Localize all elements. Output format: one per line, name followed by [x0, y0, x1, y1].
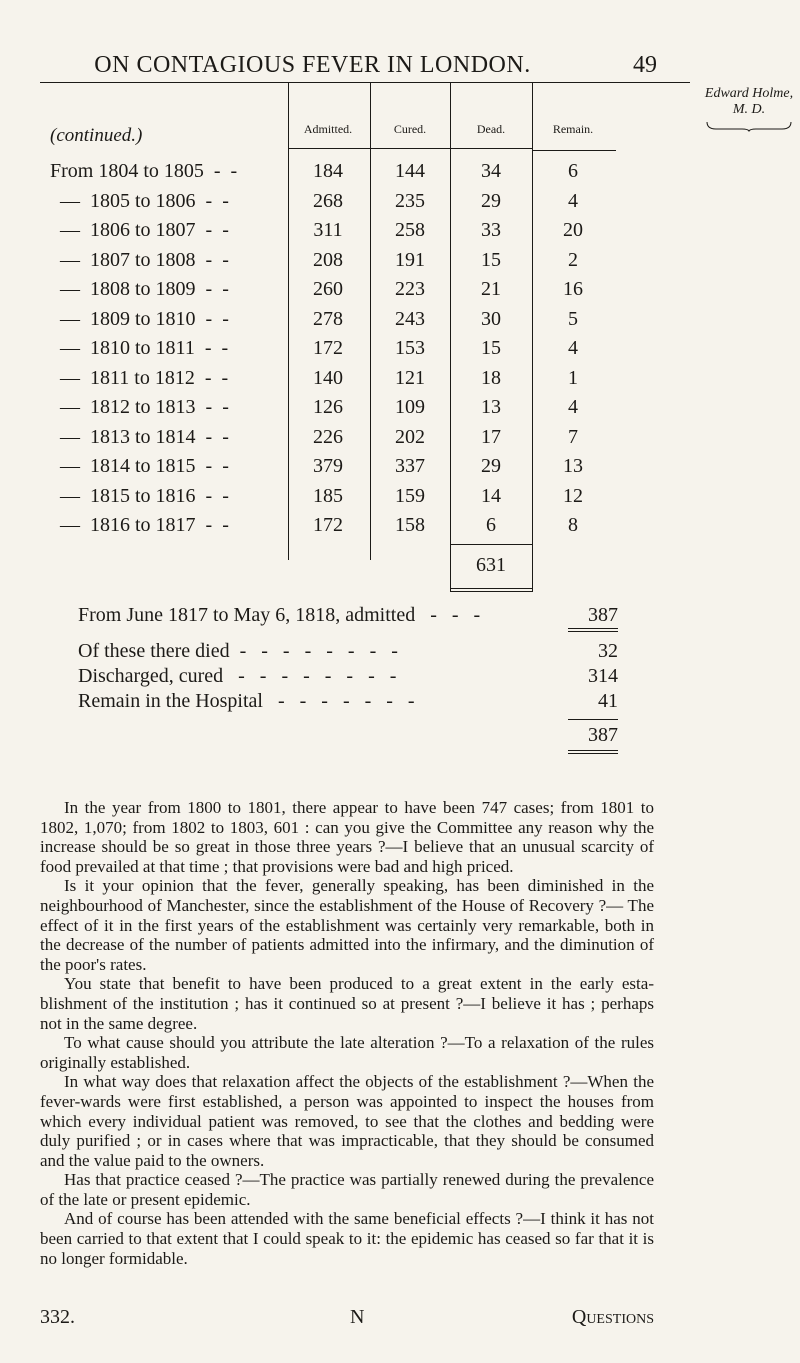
paragraph: You state that benefit to have been produced to a great extent in the early establishment of the institution ; has it continued so at present ?—I believe it has ; perhaps not in the same degree. [40, 974, 654, 1033]
row-period: — 1808 to 1809 - - [50, 278, 229, 300]
summary-admitted-rule-2 [568, 631, 618, 632]
cell-admitted: 311 [313, 219, 343, 241]
cell-dead: 29 [481, 455, 501, 477]
cell-remain: 5 [568, 307, 578, 330]
summary-total-rule-2 [568, 753, 618, 754]
cell-cured: 159 [395, 484, 425, 507]
cell-cured: 121 [395, 366, 425, 389]
table-row [40, 455, 690, 485]
cell-dead: 30 [481, 307, 501, 330]
row-period: — 1807 to 1808 - - [50, 248, 229, 271]
gathering-mark: N [350, 1306, 365, 1328]
cell-admitted: 379 [313, 455, 343, 477]
cell-remain: 12 [563, 484, 583, 507]
cell-cured: 223 [395, 278, 425, 300]
cell-dead: 33 [481, 219, 501, 241]
summary-cured-label: Discharged, cured - - - - - - - - [78, 665, 397, 687]
testimony-text [40, 798, 654, 1268]
cell-admitted: 260 [313, 278, 343, 300]
header-bottom-rule-right [532, 150, 616, 151]
row-period: — 1811 to 1812 - - [50, 366, 229, 389]
cell-remain: 4 [568, 337, 578, 359]
dead-sum-rule [450, 544, 532, 545]
table-row [40, 396, 690, 426]
page-title: ON CONTAGIOUS FEVER IN LONDON. [94, 52, 531, 78]
cell-remain: 16 [563, 278, 583, 300]
cell-cured: 109 [395, 396, 425, 418]
table-row [40, 337, 690, 367]
table-row [40, 308, 690, 338]
cell-remain: 4 [568, 189, 578, 212]
paragraph: In the year from 1800 to 1801, there appear to have been 747 cases; from 1801 to 1802, 1,070; from 1802 to 1803, 601 : can you give the Committee any reason why the increase should be so great in those three years ?—I believe that an unusual scarcity of food prevailed at that time ; that provisions were bad and high priced. [40, 798, 654, 876]
summary-total-rule [568, 750, 618, 751]
row-period: — 1805 to 1806 - - [50, 189, 229, 212]
row-period: — 1816 to 1817 - - [50, 514, 229, 536]
cell-admitted: 184 [313, 160, 343, 182]
cell-remain: 7 [568, 425, 578, 448]
cell-cured: 235 [395, 189, 425, 212]
col-header-remain: Remain. [552, 122, 594, 136]
summary-admitted-label: From June 1817 to May 6, 1818, admitted - - - [78, 604, 481, 626]
summary-admitted-value: 387 [588, 604, 618, 626]
col-header-cured: Cured. [393, 122, 427, 136]
table-row [40, 249, 690, 279]
summary-cured-value: 314 [588, 665, 618, 687]
table-row [40, 278, 690, 308]
dead-total: 631 [476, 554, 506, 576]
cell-admitted: 172 [313, 514, 343, 536]
table-row [40, 426, 690, 456]
page-number: 49 [633, 52, 657, 78]
cell-dead: 34 [481, 160, 501, 182]
summary-remain-value: 41 [598, 690, 618, 712]
cell-remain: 6 [568, 160, 578, 182]
cell-dead: 18 [481, 366, 501, 389]
row-period: — 1813 to 1814 - - [50, 425, 229, 448]
row-period: — 1815 to 1816 - - [50, 484, 229, 507]
cell-dead: 17 [481, 425, 501, 448]
paragraph: To what cause should you attribute the late alteration ?—To a relaxation of the rules originally established. [40, 1033, 654, 1072]
summary-remain-label: Remain in the Hospital - - - - - - - [78, 690, 415, 712]
cell-remain: 13 [563, 455, 583, 477]
cell-dead: 13 [481, 396, 501, 418]
summary-died-value: 32 [598, 640, 618, 662]
cell-dead: 15 [481, 337, 501, 359]
cell-admitted: 185 [313, 484, 343, 507]
continued-label: (continued.) [50, 125, 143, 146]
cell-admitted: 140 [313, 366, 343, 389]
cell-remain: 20 [563, 219, 583, 241]
header-bottom-rule [288, 148, 532, 149]
table-top-rule [40, 82, 690, 83]
signature-mark: 332. [40, 1306, 75, 1328]
table-row [40, 219, 690, 249]
cell-cured: 158 [395, 514, 425, 536]
summary-admitted-rule [568, 628, 618, 629]
cell-cured: 202 [395, 425, 425, 448]
cell-admitted: 126 [313, 396, 343, 418]
table-row [40, 190, 690, 220]
paragraph: Is it your opinion that the fever, generally speaking, has been diminished in the neighbourhood of Manchester, since the establishment of the House of Recovery ?— The effect of it in the first years of the establishment was certainly very remarkable, both in the decrease of the number of patients admitted into the infirmary, and the diminution of the poor's rates. [40, 876, 654, 974]
margin-note [700, 86, 798, 118]
paragraph: Has that practice ceased ?—The practice was partially renewed during the prevalence of the late or present epidemic. [40, 1170, 654, 1209]
dead-total-underline-2 [450, 591, 532, 592]
cell-remain: 2 [568, 248, 578, 271]
table-row [40, 485, 690, 515]
summary-sum-rule [568, 719, 618, 720]
row-period: — 1814 to 1815 - - [50, 455, 229, 477]
fever-table [40, 82, 690, 592]
table-row [40, 160, 690, 190]
cell-admitted: 172 [313, 337, 343, 359]
cell-cured: 258 [395, 219, 425, 241]
cell-admitted: 208 [313, 248, 343, 271]
cell-dead: 29 [481, 189, 501, 212]
row-period: — 1810 to 1811 - - [50, 337, 229, 359]
paragraph: And of course has been attended with the same beneficial effects ?—I think it has not been carried to that extent that I could speak to it: the epidemic has ceased so far that it is no longer formidable. [40, 1209, 654, 1268]
summary-total-value: 387 [588, 724, 618, 746]
cell-remain: 8 [568, 514, 578, 536]
paragraph: In what way does that relaxation affect the objects of the establishment ?—When the fever-wards were first established, a person was appointed to inspect the houses from which every individual patient was removed, to see that the clothes and bedding were duly purified ; or in cases where that was impracticable, that they should be consumed and the value paid to the owners. [40, 1072, 654, 1170]
cell-cured: 144 [395, 160, 425, 182]
row-period: — 1812 to 1813 - - [50, 396, 229, 418]
cell-admitted: 268 [313, 189, 343, 212]
cell-cured: 153 [395, 337, 425, 359]
cell-remain: 4 [568, 396, 578, 418]
table-row [40, 514, 690, 544]
margin-note-title: M. D. [732, 102, 766, 117]
catchword: Questions [571, 1306, 654, 1328]
cell-admitted: 226 [313, 425, 343, 448]
cell-cured: 191 [395, 248, 425, 271]
cell-dead: 15 [481, 248, 501, 271]
row-period: — 1806 to 1807 - - [50, 219, 229, 241]
cell-remain: 1 [568, 366, 578, 389]
table-row [40, 367, 690, 397]
cell-cured: 337 [395, 455, 425, 477]
col-header-admitted: Admitted. [303, 122, 353, 136]
summary-died-label: Of these there died - - - - - - - - [78, 640, 398, 662]
margin-note-name: Edward Holme, [704, 86, 794, 101]
cell-dead: 6 [486, 514, 496, 536]
margin-brace-icon [706, 120, 792, 132]
cell-dead: 14 [481, 484, 501, 507]
cell-dead: 21 [481, 278, 501, 300]
col-header-dead: Dead. [476, 122, 506, 136]
dead-total-underline [450, 588, 532, 589]
row-period: — 1809 to 1810 - - [50, 307, 229, 330]
summary-block [78, 604, 618, 774]
row-period: From 1804 to 1805 - - [50, 160, 238, 182]
cell-cured: 243 [395, 307, 425, 330]
cell-admitted: 278 [313, 307, 343, 330]
